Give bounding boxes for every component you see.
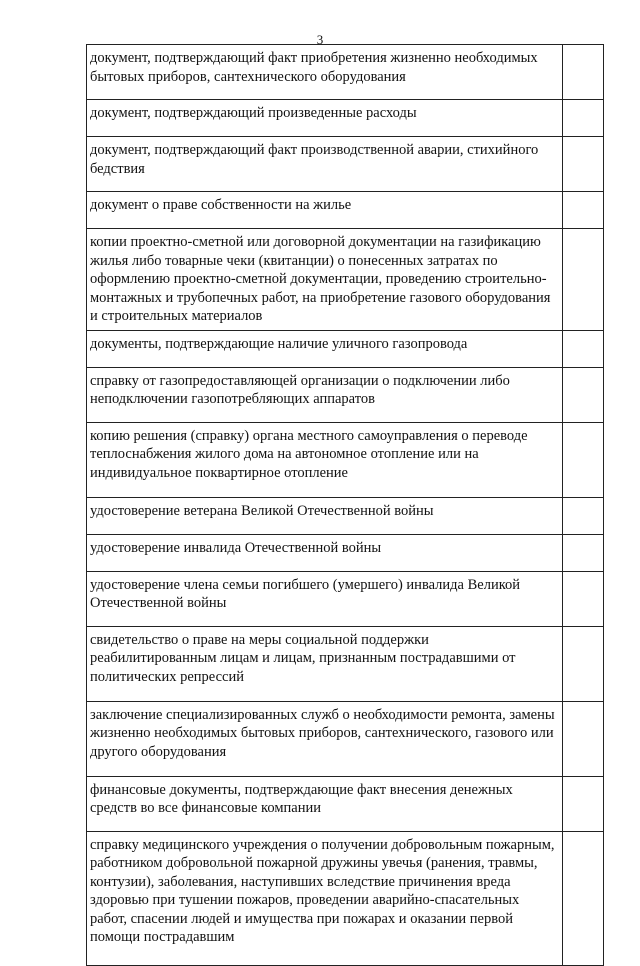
document-description: финансовые документы, подтверждающие факт внесения денежных средств во все финансовые компании bbox=[87, 776, 563, 831]
document-description: документы, подтверждающие наличие уличного газопровода bbox=[87, 330, 563, 367]
document-description: заключение специализированных служб о необходимости ремонта, замены жизненно необходимых бытовых приборов, сантехнического, газового или другого оборудования bbox=[87, 701, 563, 776]
table-row bbox=[87, 497, 604, 534]
document-description: документ, подтверждающий произведенные расходы bbox=[87, 100, 563, 137]
mark-cell[interactable] bbox=[563, 422, 604, 497]
mark-cell[interactable] bbox=[563, 45, 604, 100]
table-row bbox=[87, 571, 604, 626]
document-description: удостоверение члена семьи погибшего (умершего) инвалида Великой Отечественной войны bbox=[87, 571, 563, 626]
document-description: свидетельство о праве на меры социальной поддержки реабилитированным лицам и лицам, признанным пострадавшими от политических репрессий bbox=[87, 626, 563, 701]
table-row bbox=[87, 626, 604, 701]
table-row bbox=[87, 229, 604, 331]
document-description: копию решения (справку) органа местного самоуправления о переводе теплоснабжения жилого дома на автономное отопление или на индивидуальное поквартирное отопление bbox=[87, 422, 563, 497]
table-row bbox=[87, 831, 604, 965]
mark-cell[interactable] bbox=[563, 367, 604, 422]
table-row bbox=[87, 45, 604, 100]
table-row bbox=[87, 137, 604, 192]
mark-cell[interactable] bbox=[563, 229, 604, 331]
mark-cell[interactable] bbox=[563, 137, 604, 192]
mark-cell[interactable] bbox=[563, 701, 604, 776]
document-description: документ, подтверждающий факт приобретения жизненно необходимых бытовых приборов, сантехнического оборудования bbox=[87, 45, 563, 100]
mark-cell[interactable] bbox=[563, 534, 604, 571]
table-row bbox=[87, 776, 604, 831]
documents-table bbox=[86, 44, 604, 966]
document-description: копии проектно-сметной или договорной документации на газификацию жилья либо товарные чеки (квитанции) о понесенных затратах по оформлению проектно-сметной документации, проведению строительно-монтажных и трубопечных работ, на приобретение газового оборудования и строительных материалов bbox=[87, 229, 563, 331]
table-row bbox=[87, 192, 604, 229]
document-description: справку медицинского учреждения о получении добровольным пожарным, работником добровольной пожарной дружины увечья (ранения, травмы, контузии), заболевания, наступивших вследствие причинения вреда здоровью при тушении пожаров, проведении аварийно-спасательных работ, спасении людей и имущества при пожарах и оказании первой помощи пострадавшим bbox=[87, 831, 563, 965]
mark-cell[interactable] bbox=[563, 497, 604, 534]
mark-cell[interactable] bbox=[563, 192, 604, 229]
mark-cell[interactable] bbox=[563, 626, 604, 701]
table-row bbox=[87, 100, 604, 137]
table-row bbox=[87, 701, 604, 776]
page-number: 3 bbox=[316, 32, 324, 47]
table-row bbox=[87, 422, 604, 497]
table-row bbox=[87, 534, 604, 571]
document-description: документ о праве собственности на жилье bbox=[87, 192, 563, 229]
document-description: удостоверение инвалида Отечественной войны bbox=[87, 534, 563, 571]
mark-cell[interactable] bbox=[563, 831, 604, 965]
table-row bbox=[87, 330, 604, 367]
mark-cell[interactable] bbox=[563, 776, 604, 831]
document-description: справку от газопредоставляющей организации о подключении либо неподключении газопотребляющих аппаратов bbox=[87, 367, 563, 422]
mark-cell[interactable] bbox=[563, 571, 604, 626]
table-row bbox=[87, 367, 604, 422]
document-description: документ, подтверждающий факт производственной аварии, стихийного бедствия bbox=[87, 137, 563, 192]
mark-cell[interactable] bbox=[563, 330, 604, 367]
mark-cell[interactable] bbox=[563, 100, 604, 137]
document-description: удостоверение ветерана Великой Отечественной войны bbox=[87, 497, 563, 534]
